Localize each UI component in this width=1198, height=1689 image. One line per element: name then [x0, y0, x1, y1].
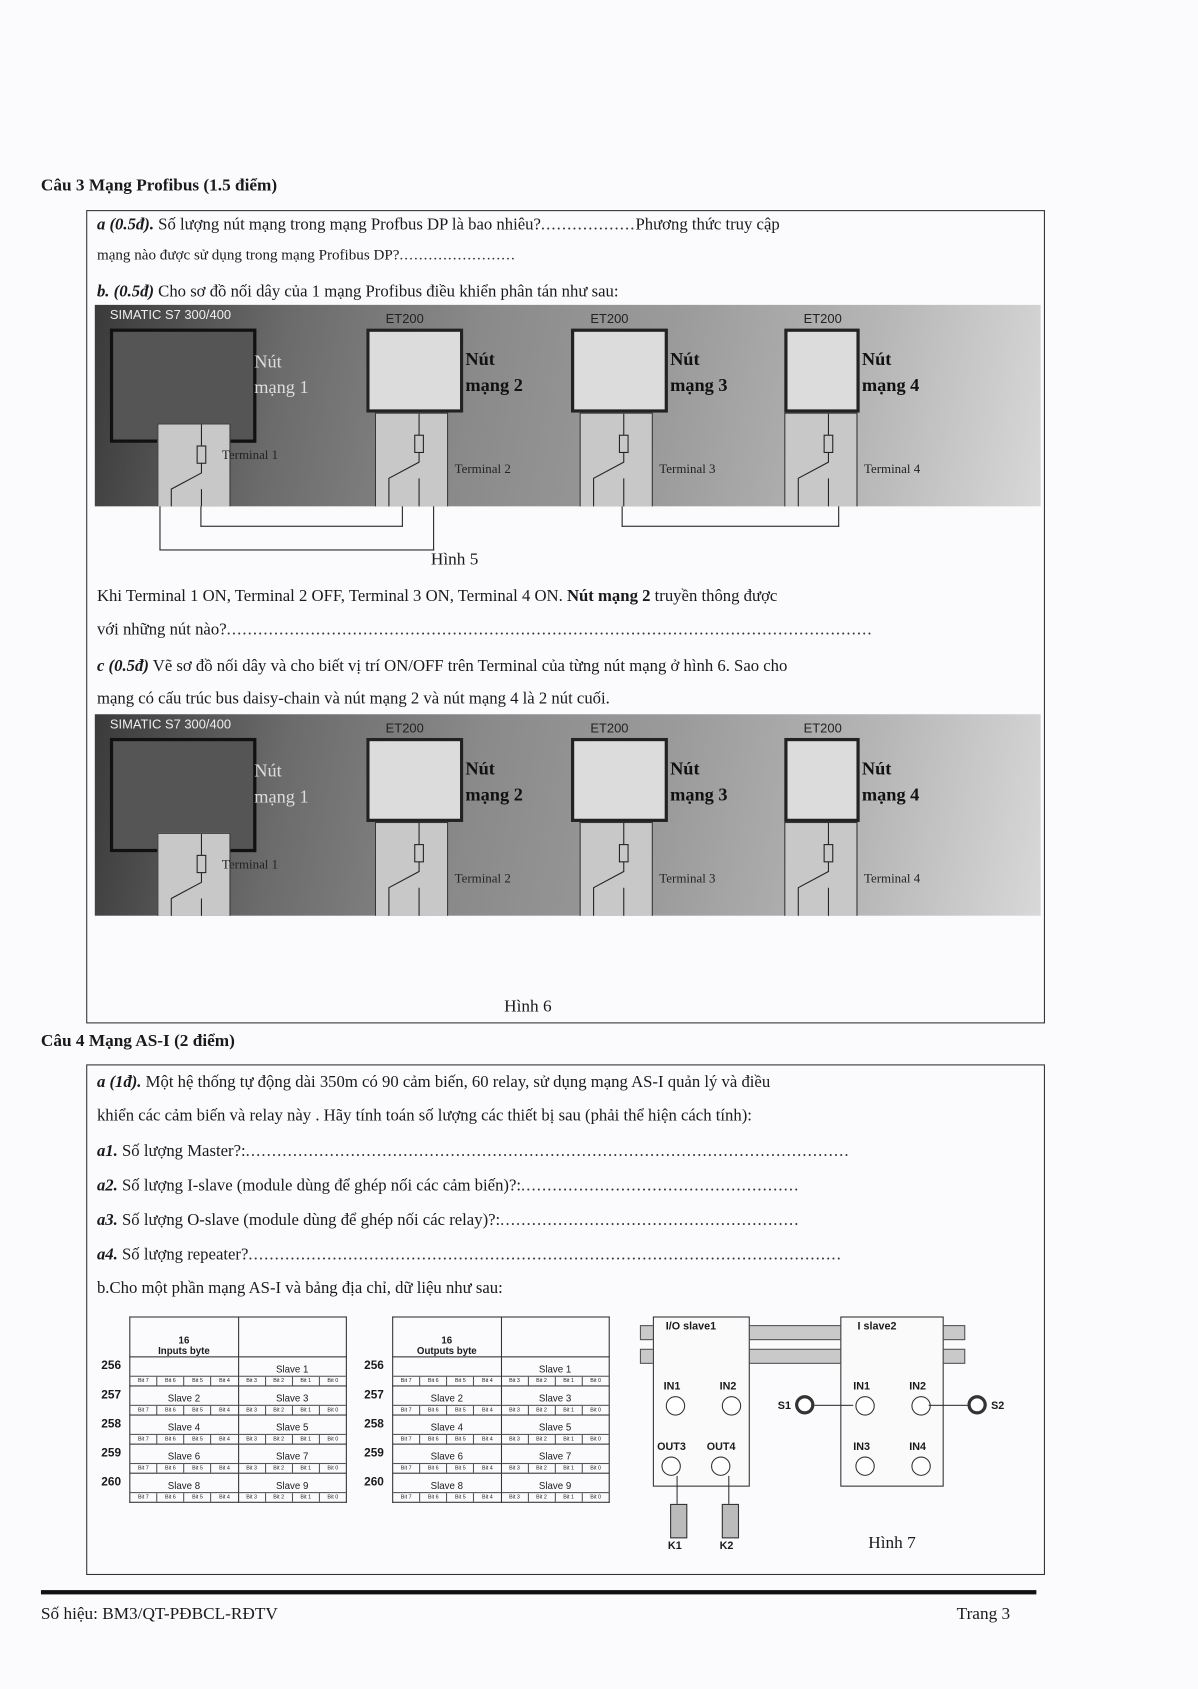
- q4-item-a2: [97, 1176, 799, 1195]
- bit-label: Bit 3: [509, 1436, 520, 1443]
- bit-label: Bit 2: [265, 1493, 292, 1502]
- table-cell: [501, 1415, 609, 1444]
- bit-label: Bit 3: [246, 1406, 258, 1414]
- node-label-mang: mạng 4: [861, 784, 920, 805]
- figure-7-caption: Hình 7: [868, 1534, 916, 1553]
- q3-c-line1: [97, 657, 787, 676]
- slave-label: Slave 3: [276, 1392, 309, 1404]
- bit-label: Bit 5: [183, 1464, 210, 1473]
- table-cell: [393, 1357, 501, 1386]
- bit-label: Bit 7: [137, 1377, 149, 1385]
- port-label: IN2: [719, 1381, 737, 1393]
- bit-row: [393, 1405, 500, 1415]
- bit-label: Bit 1: [292, 1435, 319, 1444]
- bit-label: Bit 0: [319, 1377, 346, 1386]
- q3-question-text: Khi Terminal 1 ON, Terminal 2 OFF, Terminal 3 ON, Terminal 4 ON.: [96, 587, 567, 606]
- bit-row: [130, 1434, 237, 1444]
- figure-5-caption: Hình 5: [430, 550, 479, 569]
- et200-label: ET200: [590, 720, 629, 736]
- answer-dots: .........................................................: [500, 1210, 800, 1230]
- slave-label: Slave 2: [430, 1392, 463, 1404]
- bit-label: Bit 6: [156, 1377, 183, 1386]
- table-cell: [393, 1386, 501, 1415]
- bit-label: Bit 3: [246, 1436, 258, 1443]
- et200-module: [784, 329, 859, 413]
- table-header-empty: [238, 1317, 346, 1357]
- bit-label: Bit 4: [473, 1377, 500, 1386]
- relay-k2-icon: [722, 1504, 739, 1538]
- slave-label: Slave 8: [167, 1480, 201, 1491]
- bit-row: [130, 1492, 237, 1502]
- et200-module: [571, 738, 668, 822]
- slave-label: Slave 5: [276, 1422, 309, 1433]
- bit-label: Bit 1: [292, 1377, 319, 1386]
- terminal-switch-3: [580, 822, 653, 916]
- bit-label: Bit 4: [210, 1406, 237, 1415]
- bit-row: [393, 1463, 500, 1473]
- address-label: 256: [364, 1359, 384, 1373]
- q3-question-line2-text: với những nút nào?: [96, 620, 227, 639]
- et200-label: ET200: [385, 720, 424, 736]
- q3-a-line1: [97, 215, 780, 234]
- terminal-switch-2: [375, 822, 448, 916]
- q3-a-line2: [97, 248, 516, 265]
- address-label: 259: [364, 1446, 384, 1460]
- bit-label: Bit 1: [292, 1406, 319, 1415]
- q3-question-bold: Nút mạng 2: [566, 587, 651, 606]
- bit-label: Bit 4: [210, 1377, 237, 1386]
- slave-label: Slave 1: [538, 1363, 572, 1375]
- table-cell: [130, 1386, 238, 1415]
- q3-b-label: b. (0.5đ): [96, 282, 155, 301]
- table-cell: [238, 1386, 346, 1415]
- slave-label: Slave 7: [276, 1451, 309, 1462]
- sensor-label: S1: [777, 1400, 791, 1413]
- node-label-nut: Nút: [465, 349, 495, 370]
- slave-label: Slave 9: [276, 1480, 309, 1491]
- wire: [728, 1476, 729, 1504]
- slave-label: Slave 8: [430, 1480, 463, 1491]
- table-row: [393, 1473, 610, 1502]
- bit-label: Bit 7: [400, 1494, 412, 1501]
- bit-label: Bit 5: [446, 1464, 473, 1473]
- bit-row: [239, 1376, 346, 1386]
- module-title: I slave2: [857, 1320, 897, 1333]
- bit-label: Bit 2: [527, 1406, 554, 1415]
- footer-code: Số hiệu: BM3/QT-PĐBCL-RĐTV: [40, 1605, 278, 1624]
- q4-item-text: Số lượng O-slave (module dùng để ghép nối các relay)?:: [117, 1210, 501, 1230]
- bit-label: Bit 0: [582, 1406, 609, 1415]
- q4-item-a4: [97, 1245, 842, 1264]
- table-header-row: [130, 1317, 347, 1357]
- bit-label: Bit 0: [319, 1435, 346, 1444]
- bit-label: Bit 6: [419, 1377, 446, 1386]
- bit-row: [501, 1376, 608, 1386]
- table-cell: [238, 1473, 346, 1502]
- port-in1-icon: [855, 1396, 874, 1415]
- q4-item-label: a4.: [96, 1245, 118, 1264]
- bit-row: [239, 1405, 346, 1415]
- table-row: [130, 1473, 347, 1502]
- bit-label: Bit 5: [446, 1406, 473, 1415]
- answer-dots: .....................................................: [521, 1176, 800, 1195]
- table-header: 16 Inputs byte: [130, 1317, 238, 1357]
- terminal-label: Terminal 3: [659, 461, 716, 477]
- et200-module: [784, 738, 859, 822]
- port-label: OUT4: [706, 1441, 736, 1454]
- address-table-outputs: [392, 1316, 610, 1502]
- bit-label: Bit 6: [156, 1493, 183, 1502]
- terminal-label: Terminal 1: [221, 447, 279, 463]
- answer-dots: ........................: [399, 247, 516, 264]
- bit-label: Bit 4: [210, 1435, 237, 1444]
- relay-label: K1: [667, 1540, 682, 1553]
- node-label-nut: Nút: [861, 758, 892, 779]
- q4-item-label: a2.: [96, 1176, 118, 1195]
- bit-label: Bit 6: [419, 1464, 446, 1473]
- terminal-switch-1: [157, 833, 230, 916]
- bit-label: Bit 5: [446, 1435, 473, 1444]
- bit-row: [393, 1492, 500, 1502]
- terminal-label: Terminal 4: [863, 870, 921, 886]
- bit-label: Bit 0: [582, 1377, 609, 1386]
- q4-a-line2: khiển các cảm biến và relay này . Hãy tính toán số lượng các thiết bị sau (phải thể hiện cách tính):: [96, 1106, 752, 1125]
- q3-c-line2: mạng có cấu trúc bus daisy-chain và nút mạng 2 và nút mạng 4 là 2 nút cuối.: [96, 689, 610, 708]
- address-label: 257: [364, 1388, 384, 1402]
- bit-label: Bit 2: [265, 1464, 292, 1473]
- table-cell: [393, 1415, 501, 1444]
- address-label: 256: [101, 1359, 122, 1373]
- bit-row: [130, 1405, 237, 1415]
- q4-item-a3: [97, 1211, 800, 1230]
- address-label: 258: [101, 1417, 122, 1431]
- terminal-label: Terminal 2: [454, 461, 511, 477]
- bit-label: Bit 3: [246, 1494, 258, 1501]
- port-label: IN2: [909, 1381, 927, 1393]
- bit-label: Bit 1: [555, 1406, 582, 1415]
- bit-label: Bit 7: [400, 1377, 412, 1385]
- bit-label: Bit 6: [419, 1406, 446, 1415]
- answer-dots: ..................: [540, 215, 636, 234]
- port-label: IN1: [853, 1381, 870, 1393]
- bit-label: Bit 3: [509, 1406, 520, 1414]
- node-label-mang: mạng 2: [465, 784, 523, 805]
- node-label-mang: mạng 2: [465, 374, 523, 396]
- node-label-mang: mạng 4: [861, 374, 920, 396]
- plc-label: SIMATIC S7 300/400: [109, 307, 232, 323]
- port-in3-icon: [855, 1457, 874, 1476]
- slave-label: Slave 4: [430, 1422, 463, 1433]
- et200-module: [571, 329, 668, 413]
- bit-label: Bit 0: [319, 1464, 346, 1473]
- answer-dots: .................................................................................................................: [248, 1245, 842, 1264]
- bit-label: Bit 4: [473, 1406, 500, 1415]
- table-row: [393, 1357, 610, 1386]
- port-label: IN3: [853, 1441, 870, 1454]
- table-row: [393, 1444, 610, 1473]
- bit-label: Bit 4: [210, 1493, 237, 1502]
- table-row: [130, 1415, 347, 1444]
- terminal-label: Terminal 4: [863, 461, 921, 477]
- bit-label: Bit 2: [527, 1464, 554, 1473]
- node-label-nut: Nút: [254, 351, 282, 372]
- node-label-nut: Nút: [465, 758, 495, 779]
- q4-item-label: a3.: [96, 1210, 118, 1230]
- answer-dots: ...........................................................................................................................: [226, 620, 873, 639]
- table-cell: [238, 1357, 346, 1386]
- table-cell: [393, 1473, 501, 1502]
- plc-label: SIMATIC S7 300/400: [109, 716, 232, 732]
- node-label-mang: mạng 3: [670, 784, 728, 805]
- q4-item-label: a1.: [96, 1141, 118, 1161]
- table-row: [130, 1444, 347, 1473]
- module-title: I/O slave1: [665, 1320, 717, 1333]
- bit-row: [501, 1492, 608, 1502]
- bit-row: [501, 1405, 608, 1415]
- bit-row: [130, 1463, 237, 1473]
- q4-item-text: Số lượng Master?:: [117, 1141, 246, 1161]
- q3-b-line: [97, 282, 619, 301]
- port-in2-icon: [722, 1396, 741, 1415]
- q4-a-line1: [97, 1073, 770, 1092]
- port-out3-icon: [661, 1457, 680, 1476]
- bit-label: Bit 3: [509, 1494, 520, 1501]
- bit-label: Bit 4: [210, 1464, 237, 1473]
- bit-label: Bit 6: [156, 1406, 183, 1415]
- bit-label: Bit 0: [582, 1435, 609, 1444]
- et200-module: [366, 738, 463, 822]
- slave-label: Slave 6: [430, 1451, 463, 1462]
- sensor-s2-icon: [967, 1395, 986, 1414]
- q3-c-text: Vẽ sơ đồ nối dây và cho biết vị trí ON/OFF trên Terminal của từng nút mạng ở hình 6. Sao cho: [148, 657, 788, 676]
- terminal-label: Terminal 3: [659, 870, 716, 886]
- node-label-nut: Nút: [254, 760, 282, 782]
- bit-label: Bit 5: [446, 1493, 473, 1502]
- table-cell: [501, 1357, 609, 1386]
- bit-label: Bit 0: [582, 1493, 609, 1502]
- bit-label: Bit 2: [265, 1435, 292, 1444]
- bit-label: Bit 0: [319, 1406, 346, 1415]
- slave-label: Slave 6: [167, 1451, 201, 1462]
- address-label: 260: [101, 1475, 122, 1489]
- q3-a-line2-text: mạng nào được sử dụng trong mạng Profibus DP?: [96, 247, 400, 264]
- terminal-switch-1: [157, 423, 230, 506]
- q3-a-text: Số lượng nút mạng trong mạng Profbus DP là bao nhiêu?: [154, 215, 541, 234]
- port-out4-icon: [711, 1457, 730, 1476]
- bit-label: Bit 7: [137, 1465, 149, 1472]
- terminal-switch-2: [375, 413, 448, 507]
- bit-label: Bit 6: [156, 1464, 183, 1473]
- port-in4-icon: [911, 1457, 930, 1476]
- table-cell: [393, 1444, 501, 1473]
- bit-label: Bit 5: [446, 1377, 473, 1386]
- bit-label: Bit 5: [183, 1493, 210, 1502]
- bit-label: Bit 1: [555, 1435, 582, 1444]
- et200-module: [366, 329, 463, 413]
- bit-label: Bit 7: [137, 1436, 149, 1443]
- bit-label: Bit 7: [400, 1465, 412, 1472]
- bit-row: [130, 1376, 237, 1386]
- bit-label: Bit 1: [292, 1464, 319, 1473]
- terminal-switch-4: [784, 822, 857, 916]
- bit-row: [239, 1492, 346, 1502]
- table-cell: [238, 1415, 346, 1444]
- table-cell: [501, 1444, 609, 1473]
- port-in1-icon: [666, 1396, 685, 1415]
- bit-label: Bit 4: [473, 1464, 500, 1473]
- wire: [814, 1405, 853, 1406]
- address-label: 257: [101, 1388, 122, 1402]
- bit-label: Bit 3: [246, 1377, 258, 1385]
- bit-label: Bit 7: [400, 1436, 412, 1443]
- slave-label: Slave 2: [167, 1392, 201, 1404]
- bit-label: Bit 3: [246, 1465, 258, 1472]
- node-label-nut: Nút: [670, 758, 700, 779]
- bit-label: Bit 0: [582, 1464, 609, 1473]
- bit-label: Bit 6: [419, 1493, 446, 1502]
- address-label: 258: [364, 1417, 384, 1431]
- slave-label: Slave 7: [538, 1451, 572, 1462]
- table-cell: [130, 1357, 238, 1386]
- terminal-switch-4: [784, 413, 857, 507]
- table-cell: [130, 1444, 238, 1473]
- port-label: IN1: [663, 1381, 681, 1393]
- bit-label: Bit 5: [183, 1377, 210, 1386]
- q3-c-label: c (0.5đ): [96, 657, 149, 676]
- bit-label: Bit 2: [265, 1377, 292, 1386]
- sensor-label: S2: [991, 1400, 1005, 1413]
- et200-label: ET200: [803, 720, 842, 736]
- q3-b-text: Cho sơ đồ nối dây của 1 mạng Profibus điều khiển phân tán như sau:: [154, 282, 619, 301]
- q4-a-text: Một hệ thống tự động dài 350m có 90 cảm biến, 60 relay, sử dụng mạng AS-I quản lý và điều: [141, 1072, 771, 1092]
- bit-row: [393, 1434, 500, 1444]
- wire: [677, 1476, 678, 1504]
- bit-row: [393, 1376, 500, 1386]
- q3-question-line2: [97, 621, 873, 640]
- figure-6-caption: Hình 6: [504, 997, 552, 1016]
- q3-question-line1: [97, 587, 777, 606]
- figure-5-diagram: [95, 305, 1041, 506]
- bit-label: Bit 1: [555, 1464, 582, 1473]
- node-label-mang: mạng 1: [254, 786, 309, 807]
- terminal-label: Terminal 1: [221, 856, 279, 872]
- bit-label: Bit 2: [527, 1435, 554, 1444]
- bit-label: Bit 1: [555, 1493, 582, 1502]
- sensor-s1-icon: [795, 1395, 814, 1414]
- slave-label: Slave 5: [538, 1422, 572, 1433]
- table-header-row: [393, 1317, 610, 1357]
- table-cell: [501, 1386, 609, 1415]
- table-row: [130, 1357, 347, 1386]
- q3-title: Câu 3 Mạng Profibus (1.5 điểm): [40, 176, 278, 195]
- bit-label: Bit 6: [419, 1435, 446, 1444]
- bit-label: Bit 1: [292, 1493, 319, 1502]
- slave-label: Slave 4: [167, 1422, 201, 1433]
- table-row: [393, 1415, 610, 1444]
- slave-label: Slave 3: [538, 1392, 572, 1404]
- q4-item-text: Số lượng I-slave (module dùng để ghép nối các cảm biến)?:: [117, 1176, 522, 1195]
- terminal-label: Terminal 2: [454, 870, 511, 886]
- port-label: OUT3: [657, 1441, 686, 1454]
- bit-label: Bit 3: [509, 1377, 520, 1385]
- table-cell: [130, 1415, 238, 1444]
- et200-label: ET200: [803, 311, 842, 327]
- bit-label: Bit 3: [509, 1465, 520, 1472]
- bit-row: [501, 1434, 608, 1444]
- address-label: 259: [101, 1446, 122, 1460]
- bit-label: Bit 5: [183, 1435, 210, 1444]
- bit-label: Bit 5: [183, 1406, 210, 1415]
- q3-question-text-end: truyền thông được: [650, 587, 778, 606]
- bit-row: [239, 1434, 346, 1444]
- bit-row: [239, 1463, 346, 1473]
- bit-label: Bit 2: [527, 1377, 554, 1386]
- q4-item-text: Số lượng repeater?: [117, 1245, 249, 1264]
- figure-6-diagram: [95, 714, 1041, 915]
- bit-label: Bit 2: [527, 1493, 554, 1502]
- address-table-inputs: [129, 1316, 347, 1502]
- terminal-switch-3: [580, 413, 653, 507]
- bit-label: Bit 7: [137, 1406, 149, 1414]
- bit-label: Bit 4: [473, 1435, 500, 1444]
- address-label: 260: [364, 1475, 384, 1489]
- bit-label: Bit 4: [473, 1493, 500, 1502]
- et200-label: ET200: [590, 311, 629, 327]
- q4-a-label: a (1đ).: [96, 1072, 142, 1092]
- node-label-nut: Nút: [670, 349, 700, 370]
- relay-k1-icon: [670, 1504, 687, 1538]
- node-label-mang: mạng 1: [254, 377, 309, 398]
- bus-wire: [200, 506, 403, 526]
- q4-item-a1: [97, 1142, 850, 1161]
- table-cell: [238, 1444, 346, 1473]
- bit-label: Bit 7: [137, 1494, 149, 1501]
- table-header-empty: [501, 1317, 609, 1357]
- bit-label: Bit 7: [400, 1406, 412, 1414]
- table-row: [393, 1386, 610, 1415]
- slave-label: Slave 9: [538, 1480, 572, 1491]
- bit-label: Bit 6: [156, 1435, 183, 1444]
- q3-a-text2: Phương thức truy cập: [635, 215, 780, 234]
- node-label-nut: Nút: [861, 349, 892, 370]
- footer-rule: [41, 1590, 1036, 1594]
- q4-title: Câu 4 Mạng AS-I (2 điểm): [40, 1032, 235, 1051]
- bit-label: Bit 1: [555, 1377, 582, 1386]
- bit-label: Bit 0: [319, 1493, 346, 1502]
- footer-page-number: Trang 3: [956, 1605, 1011, 1624]
- bit-label: Bit 2: [265, 1406, 292, 1415]
- q3-a-label: a (0.5đ).: [96, 215, 155, 234]
- node-label-mang: mạng 3: [670, 374, 728, 396]
- bit-row: [501, 1463, 608, 1473]
- table-cell: [501, 1473, 609, 1502]
- wire: [929, 1405, 968, 1406]
- port-label: IN4: [909, 1441, 927, 1454]
- table-row: [130, 1386, 347, 1415]
- table-header: 16 Outputs byte: [393, 1317, 501, 1357]
- q4-b-text: b.Cho một phần mạng AS-I và bảng địa chỉ, dữ liệu như sau:: [96, 1278, 503, 1298]
- bus-wire: [622, 506, 840, 526]
- relay-label: K2: [719, 1540, 734, 1553]
- et200-label: ET200: [385, 311, 424, 327]
- table-cell: [130, 1473, 238, 1502]
- answer-dots: ...................................................................................................................: [245, 1141, 850, 1161]
- slave-label: Slave 1: [276, 1363, 309, 1375]
